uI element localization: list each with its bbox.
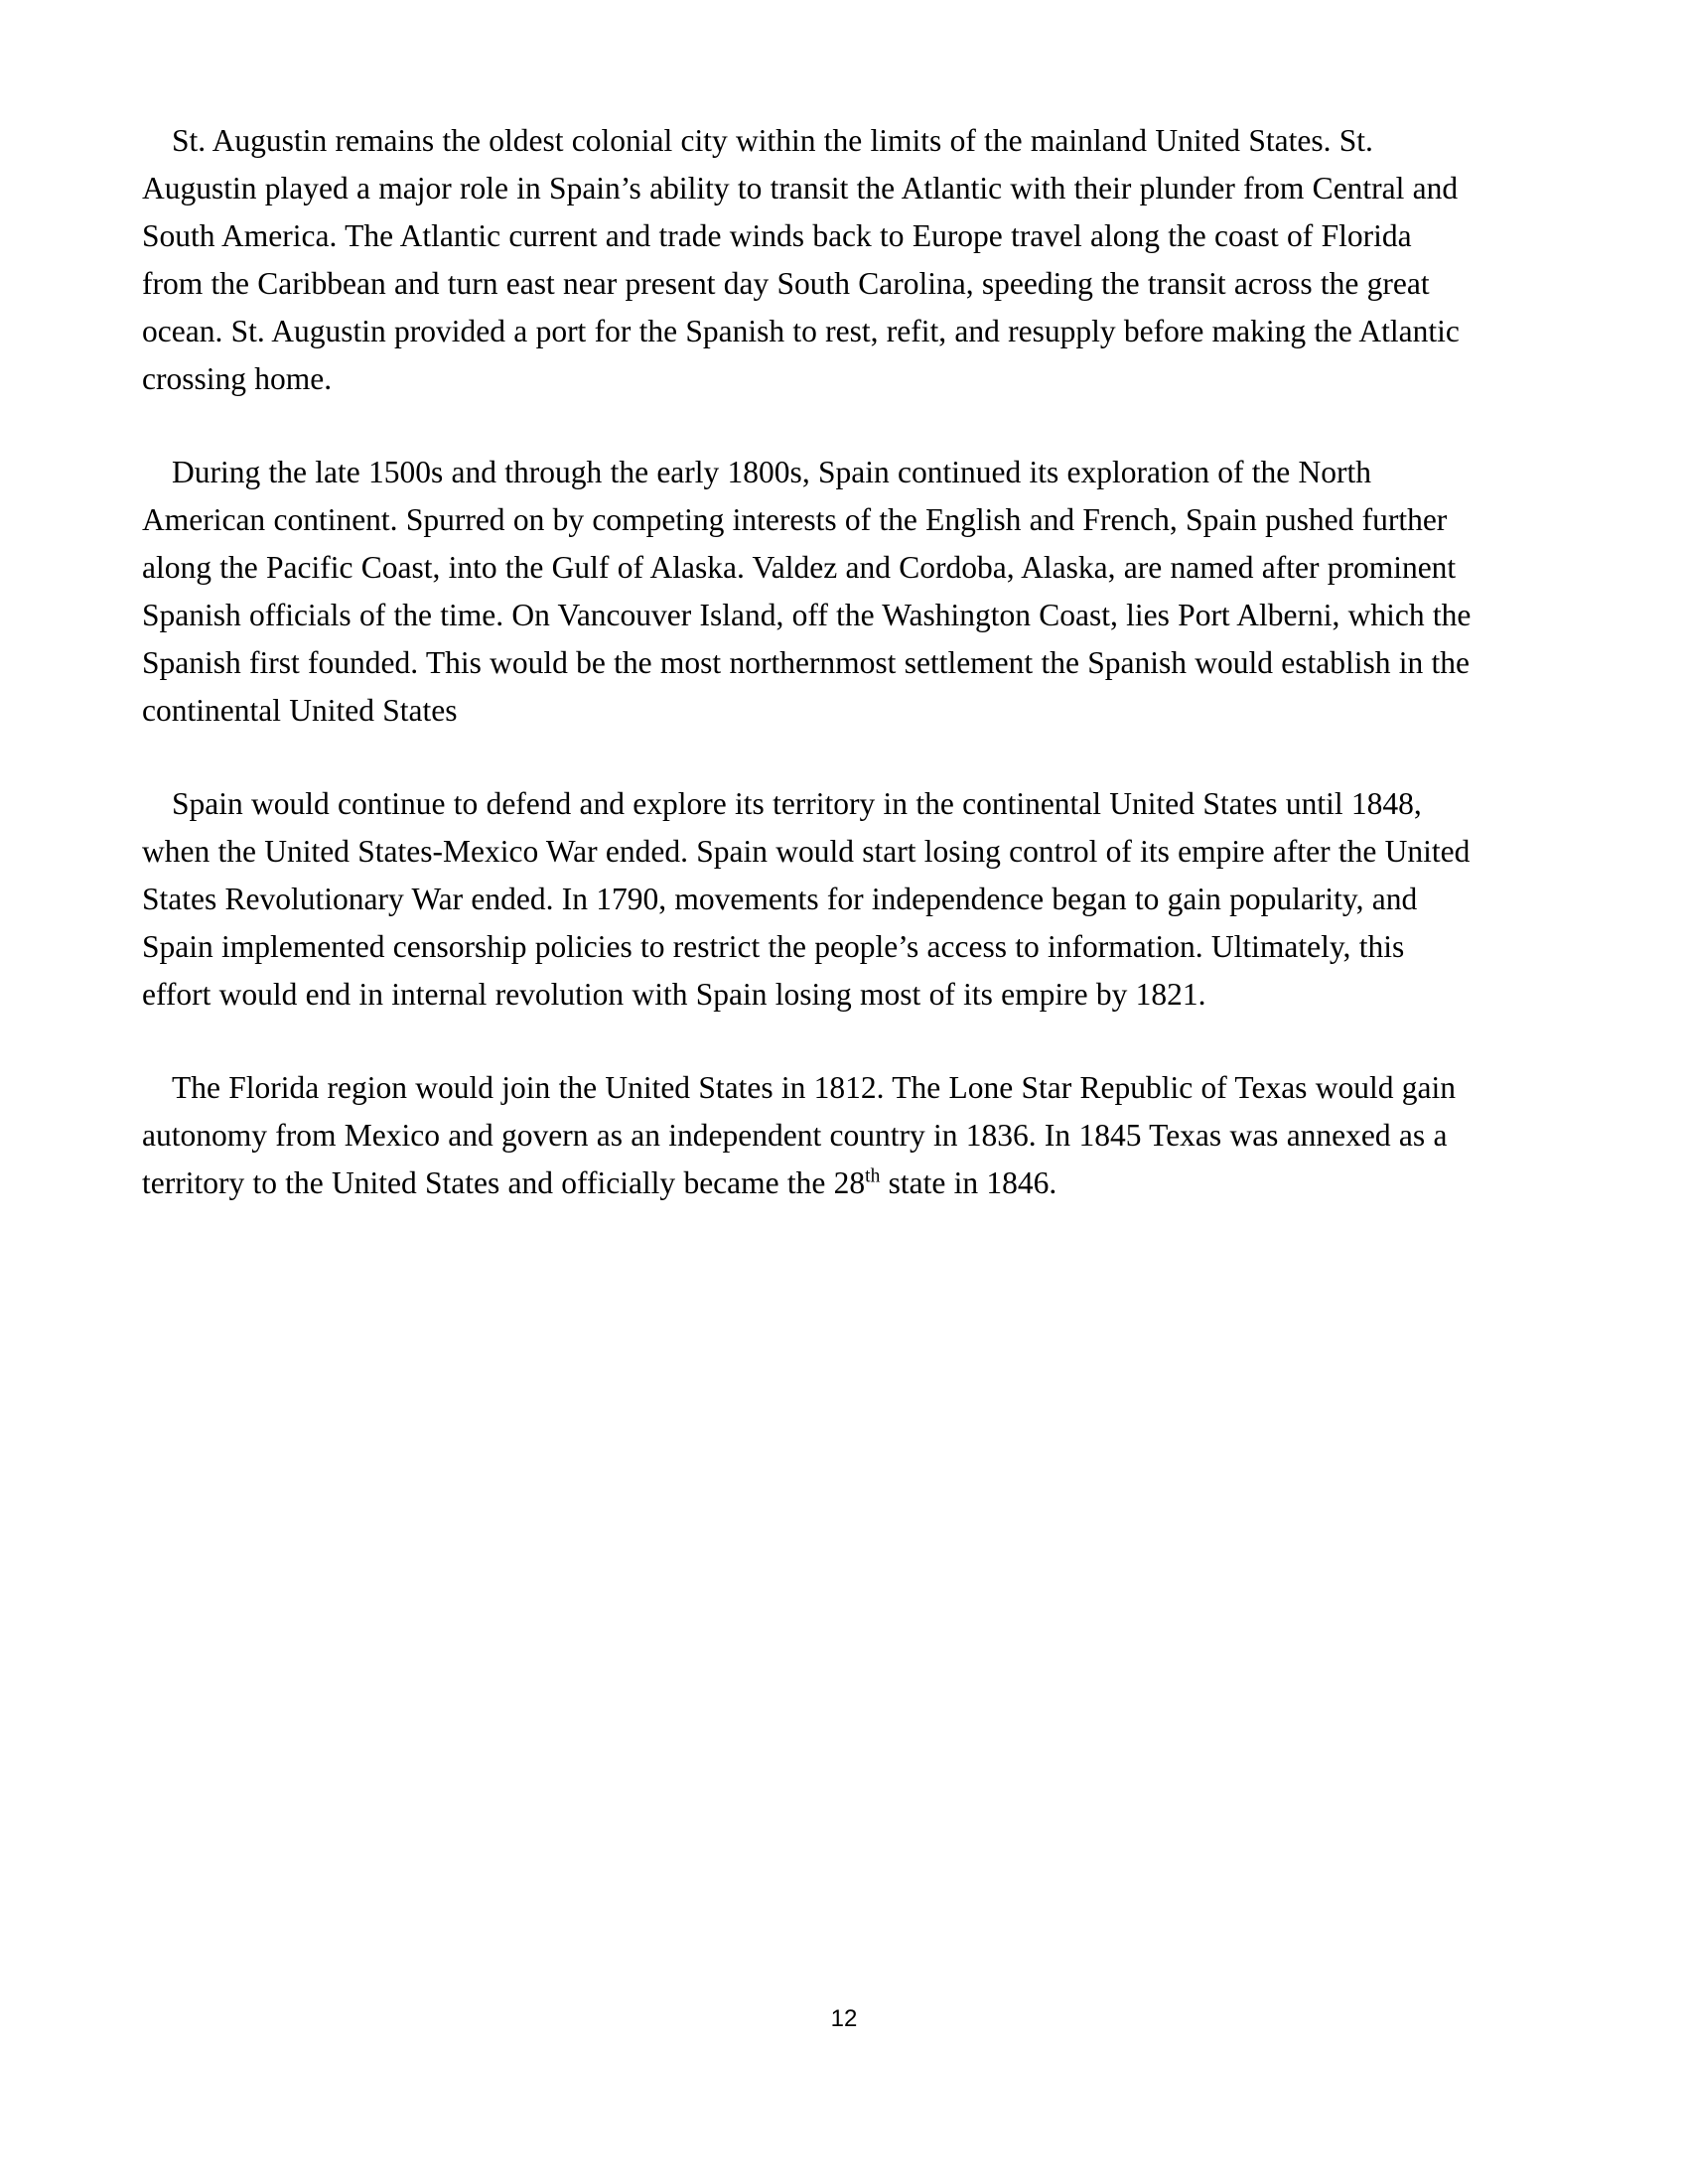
paragraph-florida-texas-text-before: The Florida region would join the United States in 1812. The Lone Star Republic of Texas would gain autonomy from Mexico and govern as an independent country in 1836. In 1845 Texas was annexed as a territory to the United States and officially became the 28 <box>142 1070 1456 1200</box>
paragraph-florida-texas <box>142 1064 1477 1207</box>
paragraph-spanish-exploration: During the late 1500s and through the early 1800s, Spain continued its exploration of the North American continent. Spurred on by competing interests of the English and French, Spain pushed further along the Pacific Coast, into the Gulf of Alaska. Valdez and Cordoba, Alaska, are named after prominent Spanish officials of the time. On Vancouver Island, off the Washington Coast, lies Port Alberni, which the Spanish first founded. This would be the most northernmost settlement the Spanish would establish in the continental United States <box>142 455 1472 728</box>
paragraph-florida-texas-text-after: state in 1846. <box>880 1165 1057 1200</box>
page-number: 12 <box>830 2005 858 2032</box>
paragraph-spanish-decline: Spain would continue to defend and explore its territory in the continental United States until 1848, when the United States-Mexico War ended. Spain would start losing control of its empire after the United States Revolutionary War ended. In 1790, movements for independence began to gain popularity, and Spain implemented censorship policies to restrict the people’s access to information. Ultimately, this effort would end in internal revolution with Spain losing most of its empire by 1821. <box>142 786 1471 1012</box>
document-body <box>142 117 1477 1207</box>
paragraph-st-augustin: St. Augustin remains the oldest colonial city within the limits of the mainland United States. St. Augustin played a major role in Spain’s ability to transit the Atlantic with their plunder from Central and South America. The Atlantic current and trade winds back to Europe travel along the coast of Florida from the Caribbean and turn east near present day South Carolina, speeding the transit across the great ocean. St. Augustin provided a port for the Spanish to rest, refit, and resupply before making the Atlantic crossing home. <box>142 123 1460 396</box>
ordinal-suffix-superscript: th <box>865 1165 881 1187</box>
